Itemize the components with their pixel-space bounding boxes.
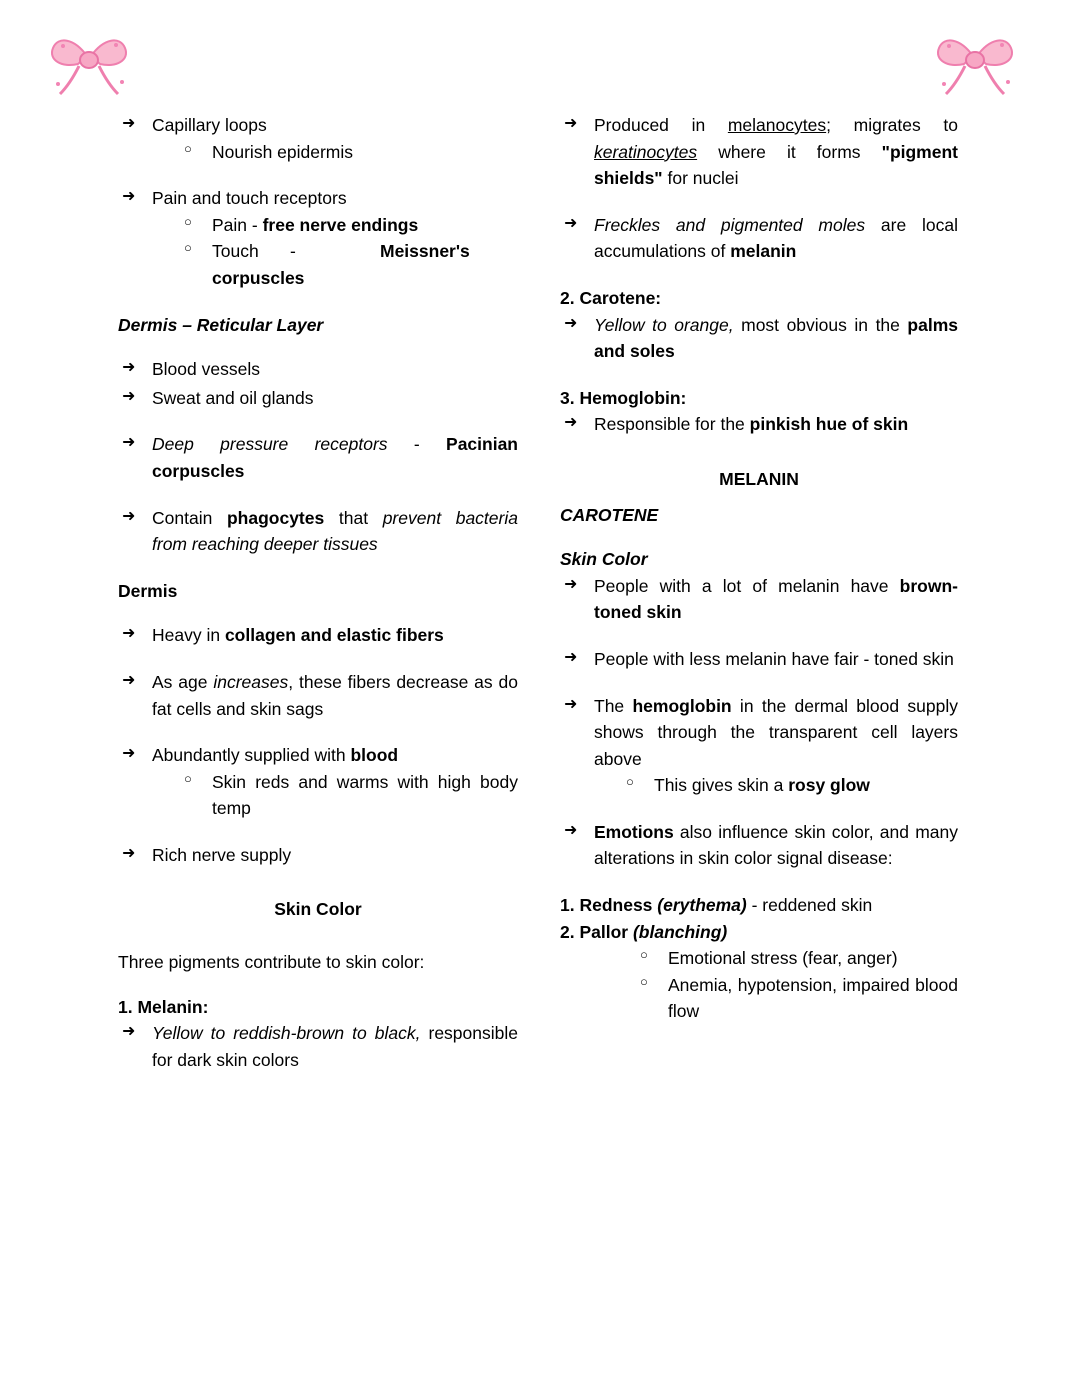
heading-melanin: MELANIN (719, 468, 799, 489)
text-plain: for nuclei (662, 168, 739, 189)
text-italic: prevent bacteria from reaching deeper tissues (152, 507, 518, 555)
separator: - (387, 434, 447, 455)
list-item (560, 212, 958, 265)
section-heading-skin-color: Skin Color (274, 899, 362, 920)
numbered-item-carotene: 2. Carotene: (560, 287, 662, 308)
emotions-term: Emotions (594, 821, 674, 842)
text-plain: Abundantly supplied with (152, 745, 351, 766)
list-item (118, 112, 518, 165)
list-item (560, 312, 958, 365)
list-item (118, 431, 518, 484)
hemoglobin-term: hemoglobin (632, 695, 732, 716)
sublist (152, 139, 518, 166)
list-item (118, 185, 518, 291)
list-pacinian (118, 431, 518, 484)
pink-bow-icon (932, 22, 1018, 102)
list-freckles (560, 212, 958, 265)
list-item (118, 742, 518, 822)
list-item (560, 112, 958, 192)
numbered-item-melanin: 1. Melanin: (118, 996, 209, 1017)
pallor-label: 2. Pallor (560, 921, 629, 942)
text-plain: are local accumulations of (594, 214, 959, 262)
palms-soles-term: palms and soles (594, 314, 958, 362)
rosy-glow-term: rosy glow (788, 775, 870, 796)
section-heading-dermis: Dermis (118, 580, 178, 601)
list-item (182, 139, 518, 166)
list-item (182, 769, 518, 822)
pain-label: Pain - (212, 214, 263, 235)
pacinian-value: Pacinian corpuscles (152, 434, 518, 481)
list-melanocytes (560, 112, 958, 192)
bullet-text: Blood vessels (152, 359, 260, 380)
phagocytes-term: phagocytes (226, 507, 325, 528)
bullet-text: Capillary loops (152, 115, 267, 135)
list-item (624, 772, 958, 799)
list-item (118, 842, 518, 869)
redness-desc: - reddened skin (746, 895, 873, 916)
list-item (560, 646, 958, 673)
list-emotions (560, 819, 958, 872)
list-item (182, 238, 518, 291)
bullet-text: Emotional stress (fear, anger) (668, 948, 898, 969)
text-plain: in the dermal blood supply shows through the transparent cell layers above (594, 695, 958, 769)
touch-value: Meissner's corpuscles (212, 241, 470, 288)
melanocytes-term: melanocytes (727, 115, 827, 135)
list-item (560, 411, 958, 438)
paragraph-pigments: Three pigments contribute to skin color: (118, 952, 425, 973)
sublist (152, 769, 518, 822)
pink-bow-icon (46, 22, 132, 102)
blood-term: blood (350, 745, 399, 766)
bullet-text: Skin reds and warms with high body temp (212, 771, 518, 819)
text-plain: that (324, 507, 383, 528)
list-item (638, 945, 958, 972)
list-item (560, 693, 958, 799)
text-plain: Heavy in (152, 625, 225, 646)
bullet-text: Nourish epidermis (212, 141, 354, 162)
list-item (638, 972, 958, 1025)
list-item (560, 573, 958, 626)
list-item (118, 356, 518, 383)
list-nerve-supply (118, 842, 518, 869)
numbered-item-redness (560, 892, 958, 919)
two-column-body (0, 112, 1080, 1075)
freckles-term: Freckles and pigmented moles (594, 214, 866, 235)
sublist (594, 772, 958, 799)
list-aging (118, 669, 518, 722)
list-hemoglobin-glow (560, 693, 958, 799)
list-blood-supply (118, 742, 518, 822)
text-plain: Contain (152, 507, 227, 528)
list-carotene (560, 312, 958, 365)
list-item (118, 669, 518, 722)
text-plain: most obvious in the (733, 314, 908, 335)
pinkish-hue-term: pinkish hue of skin (749, 414, 909, 435)
numbered-item-hemoglobin: 3. Hemoglobin: (560, 387, 687, 408)
text-plain: As age (152, 671, 214, 692)
bullet-text: Sweat and oil glands (152, 387, 314, 408)
text-plain: , these fibers decrease as do fat cells and skin sags (152, 671, 518, 719)
text-plain: Produced in (594, 115, 728, 135)
pain-value: free nerve endings (262, 214, 419, 235)
text-plain: People with a lot of melanin have (594, 575, 900, 596)
text-plain: This gives skin a (654, 775, 789, 796)
text-plain: The (594, 695, 633, 716)
numbered-item-pallor (560, 919, 958, 946)
heading-carotene: CAROTENE (560, 504, 659, 525)
heading-skin-color: Skin Color (560, 549, 648, 570)
list-hemoglobin (560, 411, 958, 438)
melanin-term: melanin (730, 241, 797, 262)
pigment-shields-term: "pigment shields" (594, 141, 958, 189)
list-receptors (118, 185, 518, 291)
list-item (182, 212, 518, 239)
text-plain: also influence skin color, and many alterations in skin color signal disease: (594, 821, 958, 869)
redness-label: 1. Redness (560, 895, 653, 916)
collagen-term: collagen and elastic fibers (224, 625, 444, 646)
right-column (560, 112, 958, 1075)
left-column (118, 112, 518, 1075)
list-melanin (118, 1020, 518, 1073)
section-heading-reticular: Dermis – Reticular Layer (118, 314, 324, 335)
erythema-term: (erythema) (652, 895, 747, 916)
list-dermis-props (118, 622, 518, 649)
list-reticular (118, 356, 518, 411)
sublist (152, 212, 518, 292)
bullet-text: Anemia, hypotension, impaired blood flow (668, 974, 958, 1022)
bullet-text: People with less melanin have fair - toned skin (594, 648, 954, 669)
list-item (118, 385, 518, 412)
carotene-color-range: Yellow to orange, (594, 314, 734, 335)
text-plain: ; migrates to (826, 115, 958, 135)
list-item (118, 622, 518, 649)
list-item (118, 505, 518, 558)
list-capillary (118, 112, 518, 165)
bullet-text: Pain and touch receptors (152, 188, 347, 209)
melanin-color-range: Yellow to reddish-brown to black, (152, 1023, 421, 1044)
sublist-pallor-causes (560, 945, 958, 1025)
list-phagocytes (118, 505, 518, 558)
brown-toned-term: brown-toned skin (594, 575, 958, 623)
list-fair-toned (560, 646, 958, 673)
dash: - (290, 241, 296, 262)
blanching-term: (blanching) (628, 921, 728, 942)
list-item (560, 819, 958, 872)
text-plain: Responsible for the (594, 414, 750, 435)
list-brown-toned (560, 573, 958, 626)
keratinocytes-term: keratinocytes (594, 141, 698, 162)
text-plain: responsible for dark skin colors (152, 1023, 518, 1070)
deep-pressure-label: Deep pressure receptors (152, 434, 388, 455)
touch-label: Touch (212, 241, 259, 262)
increases-term: increases (213, 671, 289, 692)
text-plain: where it forms (697, 141, 882, 162)
list-item (118, 1020, 518, 1073)
bullet-text: Rich nerve supply (152, 844, 292, 865)
